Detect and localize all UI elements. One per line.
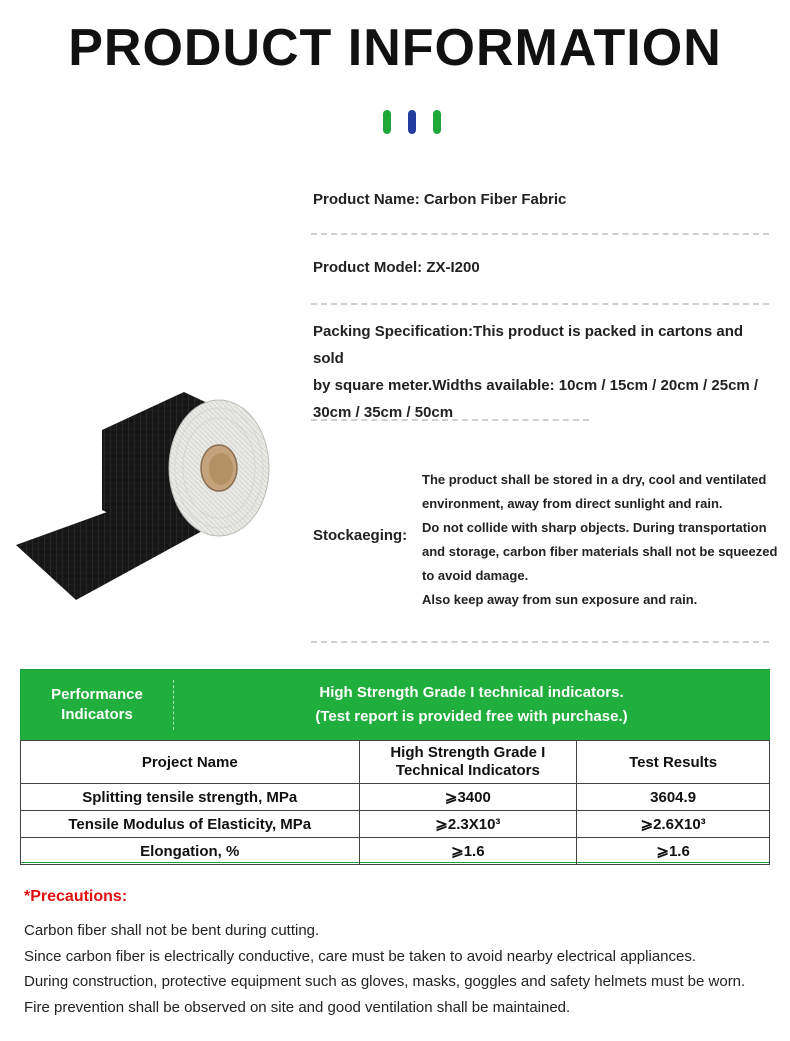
stock-description xyxy=(422,468,782,612)
divider xyxy=(311,233,769,235)
divider xyxy=(311,303,769,305)
table-cell: ⩾1.6 xyxy=(359,838,577,865)
performance-subtitle-line: (Test report is provided free with purchase.) xyxy=(315,708,628,725)
table-row xyxy=(21,811,770,838)
stock-line: to avoid damage. xyxy=(422,568,529,583)
divider xyxy=(311,641,769,643)
precaution-item: Carbon fiber shall not be bent during cutting. xyxy=(24,922,320,939)
column-header-text: Technical Indicators xyxy=(395,762,540,779)
column-header xyxy=(21,741,360,784)
carbon-fiber-roll-image xyxy=(14,360,274,610)
decorative-dots xyxy=(383,110,441,134)
column-header xyxy=(577,741,770,784)
dot-green-right xyxy=(433,110,441,134)
table-cell: 3604.9 xyxy=(577,784,770,811)
column-header-text: High Strength Grade I xyxy=(390,744,546,761)
column-header xyxy=(359,741,577,784)
packing-line: 30cm / 35cm / 50cm xyxy=(313,404,454,421)
stock-line: The product shall be stored in a dry, cool and ventilated xyxy=(422,472,767,487)
page-title: PRODUCT INFORMATION xyxy=(68,19,722,77)
packing-specification xyxy=(313,318,773,426)
table-cell: Tensile Modulus of Elasticity, MPa xyxy=(21,811,360,838)
table-header-row xyxy=(21,741,770,784)
dot-blue-center xyxy=(408,110,416,134)
table-cell: ⩾1.6 xyxy=(577,838,770,865)
precautions-title: *Precautions: xyxy=(24,888,128,905)
stock-line: environment, away from direct sunlight and rain. xyxy=(422,496,723,511)
performance-section xyxy=(20,669,770,863)
table-cell: Splitting tensile strength, MPa xyxy=(21,784,360,811)
table-cell: ⩾2.6X10³ xyxy=(577,811,770,838)
precaution-item: Fire prevention shall be observed on site and good ventilation shall be maintained. xyxy=(24,998,571,1016)
packing-line: Packing Specification:This product is packed in cartons and sold xyxy=(313,323,744,367)
stock-label: Stockaeging: xyxy=(313,527,408,544)
column-header-text: Test Results xyxy=(629,753,718,771)
packing-line: by square meter.Widths available: 10cm / 15cm / 20cm / 25cm / xyxy=(313,377,759,394)
performance-label xyxy=(21,670,173,740)
table-cell: ⩾2.3X10³ xyxy=(359,811,577,838)
product-model: Product Model: ZX-I200 xyxy=(313,259,480,276)
performance-subtitle-line: High Strength Grade I technical indicators. xyxy=(319,684,624,701)
precautions-list xyxy=(24,918,745,1020)
performance-subtitle xyxy=(174,670,769,740)
precaution-item: During construction, protective equipment such as gloves, masks, goggles and safety helmets must be worn. xyxy=(24,973,746,990)
stock-line: Do not collide with sharp objects. During transportation xyxy=(422,520,767,535)
product-name: Product Name: Carbon Fiber Fabric xyxy=(313,191,567,208)
performance-header xyxy=(21,670,769,740)
stock-line: and storage, carbon fiber materials shall not be squeezed xyxy=(422,544,778,559)
table-row xyxy=(21,784,770,811)
stock-line: Also keep away from sun exposure and rain. xyxy=(422,592,698,607)
table-cell: Elongation, % xyxy=(21,838,360,865)
dot-green-left xyxy=(383,110,391,134)
indicators-table xyxy=(20,740,770,865)
performance-label-line: Performance xyxy=(51,686,143,703)
performance-label-line: Indicators xyxy=(61,706,133,723)
precaution-item: Since carbon fiber is electrically conductive, care must be taken to avoid nearby electrical appliances. xyxy=(24,947,697,965)
column-header-text: Project Name xyxy=(141,753,238,771)
table-row xyxy=(21,838,770,865)
table-cell: ⩾3400 xyxy=(359,784,577,811)
divider xyxy=(311,419,589,421)
